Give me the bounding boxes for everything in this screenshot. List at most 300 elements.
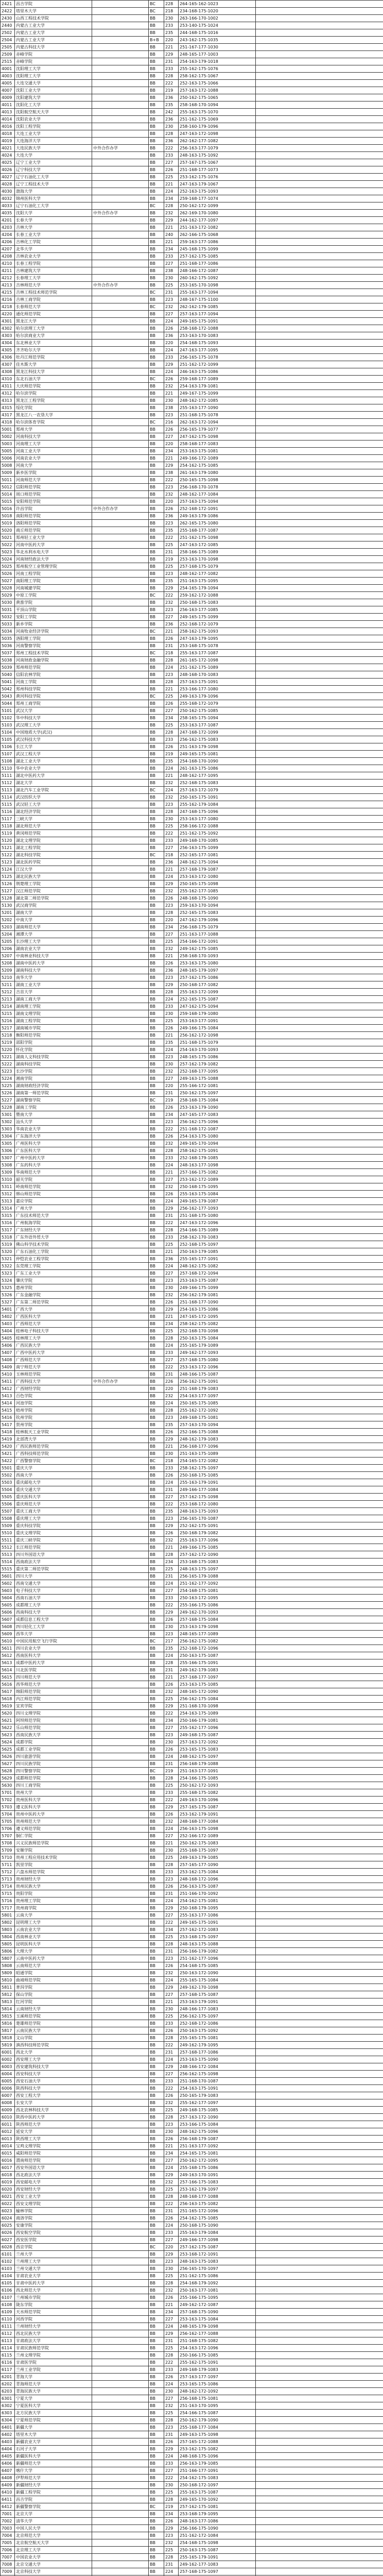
row-note (92, 1558, 149, 1566)
row-note (92, 2172, 149, 2179)
row-note (92, 758, 149, 765)
table-row (1, 1515, 383, 1522)
row-school: 广东外语外贸大学 (15, 1234, 92, 1241)
row-school: 华中科技大学 (15, 715, 92, 722)
row-school: 湖南工业大学 (15, 981, 92, 989)
row-score: 233 (164, 2229, 179, 2236)
row-code: 6005 (1, 2078, 15, 2085)
row-empty-cell (256, 2049, 383, 2056)
row-rank-detail: 255-162-177-1096 (179, 1724, 256, 1732)
row-code: 5301 (1, 1111, 15, 1118)
table-row (1, 1847, 383, 1854)
row-subject-req: BB (149, 996, 164, 1003)
row-empty-cell (256, 1003, 383, 1010)
table-row (1, 1955, 383, 1962)
row-score: 229 (164, 2251, 179, 2258)
row-subject-req: BB (149, 2251, 164, 2258)
row-note (92, 94, 149, 101)
row-empty-cell (256, 2568, 383, 2575)
row-note (92, 938, 149, 945)
row-empty-cell (256, 2345, 383, 2352)
row-note (92, 621, 149, 628)
row-subject-req: BB (149, 1696, 164, 1703)
row-note (92, 779, 149, 787)
table-row (1, 852, 383, 859)
row-school: 广东药科大学 (15, 1162, 92, 1169)
row-empty-cell (256, 2482, 383, 2489)
table-row (1, 2179, 383, 2186)
row-rank-detail: 255-163-175-1087 (179, 2489, 256, 2496)
table-row (1, 2287, 383, 2294)
row-code: 2505 (1, 44, 15, 51)
row-empty-cell (256, 116, 383, 123)
row-note (92, 433, 149, 440)
row-empty-cell (256, 1256, 383, 1263)
row-note: 中外合作办学 (92, 145, 149, 152)
row-code: 5712 (1, 1869, 15, 1876)
row-score: 222 (164, 2085, 179, 2092)
row-score: 233 (164, 2460, 179, 2467)
table-row (1, 1970, 383, 1977)
table-row (1, 2424, 383, 2431)
row-code: 6014 (1, 2143, 15, 2150)
row-school: 西安建筑科技大学 (15, 2063, 92, 2071)
row-school: 西北民族大学 (15, 2330, 92, 2337)
row-code: 4310 (1, 376, 15, 383)
table-row (1, 1472, 383, 1479)
row-rank-detail: 256-162-175-1096 (179, 1118, 256, 1126)
row-code: 5303 (1, 1126, 15, 1133)
row-subject-req: BB (149, 2236, 164, 2244)
row-empty-cell (256, 570, 383, 578)
row-code: 4313 (1, 397, 15, 404)
row-subject-req: BB (149, 1501, 164, 1508)
table-row (1, 1688, 383, 1696)
row-score: 235 (164, 758, 179, 765)
table-row (1, 239, 383, 246)
row-note (92, 1046, 149, 1054)
row-rank-detail: 251-162-172-1099 (179, 361, 256, 368)
row-subject-req: BB (149, 2366, 164, 2374)
row-score: 232 (164, 599, 179, 606)
row-rank-detail: 251-162-172-1084 (179, 2532, 256, 2539)
row-note (92, 231, 149, 239)
row-code: 5019 (1, 520, 15, 527)
row-code: 5025 (1, 563, 15, 570)
row-subject-req: BB (149, 981, 164, 989)
row-rank-detail: 249-168-170-1085 (179, 837, 256, 844)
row-empty-cell (256, 772, 383, 779)
row-subject-req: BB (149, 2186, 164, 2193)
row-subject-req: BB (149, 1681, 164, 1688)
row-code: 5016 (1, 505, 15, 513)
row-empty-cell (256, 830, 383, 837)
table-row (1, 1998, 383, 2006)
row-note (92, 1169, 149, 1176)
row-rank-detail: 259-163-177-1086 (179, 239, 256, 246)
row-code: 5419 (1, 1436, 15, 1443)
row-rank-detail: 256-166-175-1090 (179, 2525, 256, 2532)
row-rank-detail: 255-166-175-1095 (179, 2294, 256, 2301)
table-row (1, 260, 383, 267)
row-empty-cell (256, 679, 383, 686)
row-school: 广西科技师范学院 (15, 1450, 92, 1458)
row-empty-cell (256, 1429, 383, 1436)
row-school: 云南民族大学 (15, 2027, 92, 2035)
row-subject-req: BB (149, 2547, 164, 2554)
row-rank-detail: 257-168-175-1080 (179, 1357, 256, 1364)
row-code: 7003 (1, 2525, 15, 2532)
row-empty-cell (256, 2388, 383, 2395)
row-rank-detail: 250-163-175-1084 (179, 1335, 256, 1342)
row-school: 陕西中医药大学 (15, 2114, 92, 2121)
row-code: 5404 (1, 1328, 15, 1335)
row-empty-cell (256, 260, 383, 267)
row-score: 229 (164, 585, 179, 592)
row-school: 塔里木大学 (15, 2431, 92, 2438)
row-empty-cell (256, 1349, 383, 1357)
row-note (92, 1948, 149, 1955)
row-note (92, 664, 149, 671)
row-rank-detail: 253-163-177-1087 (179, 722, 256, 729)
row-score: 227 (164, 311, 179, 318)
row-rank-detail: 248-166-177-1083 (179, 2006, 256, 2013)
row-empty-cell (256, 2417, 383, 2424)
row-subject-req: BB (149, 1219, 164, 1227)
row-score: 221 (164, 1443, 179, 1450)
row-code: 5601 (1, 1573, 15, 1580)
row-empty-cell (256, 2251, 383, 2258)
row-subject-req: BB (149, 541, 164, 549)
row-rank-detail: 256-163-179-1085 (179, 2460, 256, 2467)
row-school: 重庆邮电大学 (15, 1479, 92, 1486)
row-note (92, 650, 149, 657)
row-code: 5815 (1, 2013, 15, 2020)
row-note (92, 1998, 149, 2006)
row-subject-req: BC (149, 8, 164, 15)
row-note (92, 1, 149, 8)
row-empty-cell (256, 231, 383, 239)
row-note (92, 2352, 149, 2359)
row-subject-req: BB (149, 570, 164, 578)
row-subject-req: BB (149, 1840, 164, 1847)
row-note (92, 700, 149, 707)
row-school: 湘南学院 (15, 1075, 92, 1082)
row-school: 广东医科大学 (15, 1147, 92, 1155)
row-note (92, 2006, 149, 2013)
row-empty-cell (256, 58, 383, 65)
row-empty-cell (256, 664, 383, 671)
row-school: 大连工业大学 (15, 130, 92, 138)
row-note (92, 1847, 149, 1854)
row-school: 南宁师范大学 (15, 1364, 92, 1371)
row-code: 5311 (1, 1183, 15, 1191)
row-score: 240 (164, 231, 179, 239)
row-code: 6111 (1, 2323, 15, 2330)
row-code: 5312 (1, 1191, 15, 1198)
row-rank-detail: 253-162-172-1089 (179, 1176, 256, 1183)
row-note (92, 1926, 149, 1934)
row-code: 5038 (1, 657, 15, 664)
row-school: 广西民族师范学院 (15, 1443, 92, 1450)
row-score: 224 (164, 1198, 179, 1205)
row-score: 222 (164, 1710, 179, 1717)
row-score: 226 (164, 2092, 179, 2099)
row-note (92, 945, 149, 953)
row-code: 5320 (1, 1248, 15, 1256)
row-rank-detail: 257-168-177-1097 (179, 1674, 256, 1681)
row-code: 5326 (1, 1292, 15, 1299)
row-code: 6026 (1, 2229, 15, 2236)
row-note (92, 1768, 149, 1775)
row-school: 兴义民族师范学院 (15, 1840, 92, 1847)
row-score: 234 (164, 924, 179, 931)
row-subject-req: BB (149, 2042, 164, 2049)
row-score: 233 (164, 354, 179, 361)
row-empty-cell (256, 1833, 383, 1840)
row-rank-detail: 254-163-179-1018 (179, 58, 256, 65)
row-rank-detail: 255-165-179-1089 (179, 1342, 256, 1349)
table-row (1, 101, 383, 109)
table-row (1, 599, 383, 606)
row-rank-detail: 248-168-172-1096 (179, 1876, 256, 1883)
row-score: 226 (164, 1133, 179, 1140)
table-row (1, 650, 383, 657)
row-school: 哈尔滨体育学院 (15, 419, 92, 426)
row-score: 228 (164, 679, 179, 686)
row-code: 5621 (1, 1717, 15, 1724)
row-code: 7005 (1, 2539, 15, 2547)
row-score: 228 (164, 202, 179, 210)
table-row (1, 2388, 383, 2395)
row-score: 225 (164, 2013, 179, 2020)
row-subject-req: BB (149, 2301, 164, 2309)
table-row (1, 65, 383, 73)
row-code: 4220 (1, 311, 15, 318)
row-code: 6408 (1, 2475, 15, 2482)
row-school: 贵州医科大学 (15, 1797, 92, 1804)
row-rank-detail: 250-163-172-1090 (179, 1970, 256, 1977)
row-empty-cell (256, 1465, 383, 1472)
row-score: 236 (164, 513, 179, 520)
row-empty-cell (256, 2265, 383, 2273)
row-rank-detail: 253-163-175-1084 (179, 2316, 256, 2323)
row-empty-cell (256, 2374, 383, 2381)
row-score: 235 (164, 1421, 179, 1429)
row-school: 西安科技大学 (15, 2071, 92, 2078)
row-rank-detail: 251-167-177-1030 (179, 44, 256, 51)
row-school: 重庆交通大学 (15, 1486, 92, 1494)
row-school: 南阳师范学院 (15, 513, 92, 520)
row-score: 226 (164, 2294, 179, 2301)
row-score: 227 (164, 433, 179, 440)
table-row (1, 231, 383, 239)
row-code: 5001 (1, 426, 15, 433)
row-note (92, 1962, 149, 1970)
row-score: 225 (164, 1241, 179, 1248)
row-note (92, 2460, 149, 2467)
row-rank-detail: 248-168-175-1096 (179, 2453, 256, 2460)
table-row (1, 2446, 383, 2453)
row-score: 223 (164, 671, 179, 679)
row-rank-detail: 257-162-175-1087 (179, 2244, 256, 2251)
row-school: 四川师范大学 (15, 1674, 92, 1681)
row-subject-req: BB (149, 1090, 164, 1097)
row-score: 224 (164, 765, 179, 772)
row-school: 北方民族大学 (15, 2410, 92, 2417)
row-empty-cell (256, 2114, 383, 2121)
table-row (1, 210, 383, 217)
row-empty-cell (256, 2352, 383, 2359)
row-school: 贵阳学院 (15, 1890, 92, 1897)
row-note (92, 2381, 149, 2388)
row-empty-cell (256, 1508, 383, 1515)
row-empty-cell (256, 1782, 383, 1789)
row-rank-detail: 256-163-175-1099 (179, 844, 256, 852)
table-row (1, 1025, 383, 1032)
row-score: 222 (164, 1919, 179, 1926)
row-score: 222 (164, 830, 179, 837)
row-note (92, 1645, 149, 1652)
row-note (92, 491, 149, 498)
table-row (1, 2359, 383, 2366)
table-row (1, 642, 383, 650)
row-note (92, 1897, 149, 1905)
row-code: 6108 (1, 2301, 15, 2309)
table-row (1, 1602, 383, 1609)
row-score: 236 (164, 116, 179, 123)
table-row (1, 1219, 383, 1227)
row-school: 伊犁师范大学 (15, 2475, 92, 2482)
table-row (1, 1674, 383, 1681)
row-code: 6301 (1, 2395, 15, 2402)
row-subject-req: BB (149, 2395, 164, 2402)
row-note (92, 909, 149, 917)
row-subject-req: BB (149, 1537, 164, 1544)
row-school: 成都工业学院 (15, 1746, 92, 1753)
row-note (92, 679, 149, 686)
row-school: 保山学院 (15, 1991, 92, 1998)
table-row (1, 1962, 383, 1970)
row-code: 5324 (1, 1277, 15, 1284)
row-empty-cell (256, 8, 383, 15)
row-rank-detail: 243-162-175-1035 (179, 37, 256, 44)
row-note (92, 2099, 149, 2107)
row-school: 新疆农业大学 (15, 2438, 92, 2446)
row-note (92, 2013, 149, 2020)
row-code: 6405 (1, 2453, 15, 2460)
row-code: 5709 (1, 1847, 15, 1854)
row-rank-detail: 252-165-175-1087 (179, 996, 256, 1003)
row-subject-req: BB (149, 1984, 164, 1991)
row-code: 5210 (1, 974, 15, 981)
row-school: 西南交通大学 (15, 1580, 92, 1587)
row-rank-detail: 254-165-179-1094 (179, 585, 256, 592)
row-code: 5325 (1, 1284, 15, 1292)
row-score: 234 (164, 2511, 179, 2518)
row-subject-req: BB (149, 823, 164, 830)
row-score: 225 (164, 541, 179, 549)
row-school: 兰州交通大学 (15, 2265, 92, 2273)
row-empty-cell (256, 2381, 383, 2388)
row-code: 5307 (1, 1155, 15, 1162)
row-subject-req: BB (149, 65, 164, 73)
row-code: 5205 (1, 938, 15, 945)
row-rank-detail: 259-163-170-1094 (179, 902, 256, 909)
row-rank-detail: 251-168-172-1087 (179, 1126, 256, 1133)
row-score: 242 (164, 109, 179, 116)
row-code: 6021 (1, 2193, 15, 2200)
row-note (92, 239, 149, 246)
table-row (1, 469, 383, 477)
row-rank-detail: 256-162-175-1098 (179, 2071, 256, 2078)
table-row (1, 1775, 383, 1782)
table-row (1, 2172, 383, 2179)
table-row (1, 1147, 383, 1155)
row-empty-cell (256, 2006, 383, 2013)
row-score: 222 (164, 1797, 179, 1804)
row-score: 230 (164, 1623, 179, 1631)
row-note (92, 1205, 149, 1212)
row-note: 中外合作办学 (92, 282, 149, 289)
row-empty-cell (256, 2280, 383, 2287)
row-note (92, 765, 149, 772)
table-row (1, 296, 383, 303)
table-row (1, 787, 383, 794)
row-subject-req: BB (149, 267, 164, 275)
row-empty-cell (256, 1241, 383, 1248)
row-rank-detail: 254-166-175-1089 (179, 1227, 256, 1234)
table-row (1, 174, 383, 181)
row-note (92, 888, 149, 895)
table-row (1, 1054, 383, 1061)
row-note (92, 390, 149, 397)
row-code: 5415 (1, 1407, 15, 1414)
row-score: 226 (164, 1472, 179, 1479)
row-note (92, 1833, 149, 1840)
table-row (1, 2085, 383, 2092)
row-rank-detail: 255-163-179-1084 (179, 2229, 256, 2236)
row-rank-detail: 252-168-175-1083 (179, 779, 256, 787)
table-row (1, 2143, 383, 2150)
table-row (1, 2561, 383, 2568)
row-school: 西华大学 (15, 1631, 92, 1638)
row-note (92, 2446, 149, 2453)
row-empty-cell (256, 1450, 383, 1458)
table-row (1, 2345, 383, 2352)
row-code: 4306 (1, 354, 15, 361)
row-school: 郑州科技学院 (15, 686, 92, 693)
row-note (92, 729, 149, 736)
row-subject-req: BB (149, 758, 164, 765)
row-empty-cell (256, 1616, 383, 1623)
row-subject-req: BB (149, 772, 164, 779)
row-rank-detail: 251-168-175-1078 (179, 412, 256, 419)
row-code: 5208 (1, 960, 15, 967)
table-row (1, 635, 383, 642)
row-rank-detail: 252-168-172-1096 (179, 1645, 256, 1652)
row-school: 山西工程技术学院 (15, 15, 92, 22)
row-score: 226 (164, 376, 179, 383)
row-score: 224 (164, 2323, 179, 2330)
row-code: 6304 (1, 2417, 15, 2424)
row-note (92, 376, 149, 383)
row-rank-detail: 250-162-172-1099 (179, 202, 256, 210)
row-rank-detail: 251-163-177-1092 (179, 2143, 256, 2150)
row-subject-req: BB (149, 1876, 164, 1883)
row-school: 四川民族学院 (15, 1760, 92, 1768)
row-school: 广东工业大学 (15, 1270, 92, 1277)
